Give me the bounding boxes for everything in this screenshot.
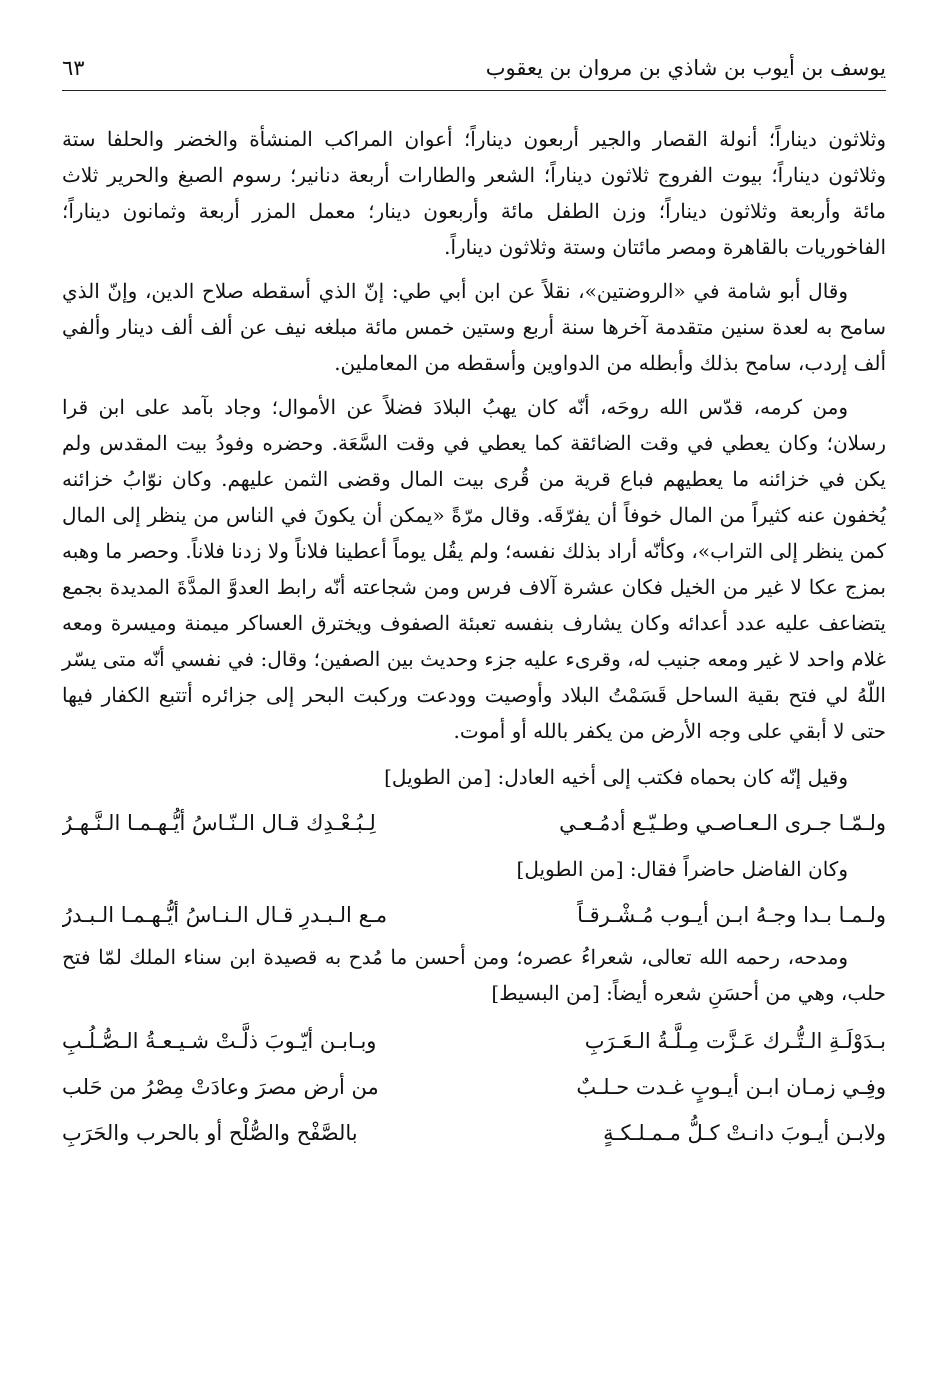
verse-intro-1: وقيل إنّه كان بحماه فكتب إلى أخيه العادل: [من الطويل] bbox=[384, 765, 848, 789]
book-page bbox=[62, 50, 886, 1157]
verse-5-second-hemistich: بالصَّفْح والصُّلْح أو بالحرب والحَرَبِ bbox=[62, 1121, 358, 1145]
paragraph-1: وثلاثون ديناراً؛ أنولة القصار والجير أربعون ديناراً؛ أعوان المراكب المنشأة والخضر والحلفا ستة وثلاثون ديناراً؛ بيوت الفروج ثلاثون ديناراً؛ الشعر والطارات أربعة دنانير؛ رسوم الصبغ والحرير ثلاث مائة وأربعة وثلاثون ديناراً؛ وزن الطفل مائة وأربعون دينار؛ معمل المزر أربعة وثمانون ديناراً؛ الفاخوريات بالقاهرة ومصر مائتان وستة وثلاثون ديناراً. bbox=[62, 127, 886, 259]
paragraph-4: ومدحه، رحمه الله تعالى، شعراءُ عصره؛ ومن أحسن ما مُدح به قصيدة ابن سناء الملك لمّا فتح حلب، وهي من أحسَنِ شعره أيضاً: [من البسيط] bbox=[62, 945, 886, 1005]
verse-2-second-hemistich: مـع الـبـدرِ قـال الـنـاسُ أيُّـهـمـا الـبـدرُ bbox=[62, 903, 388, 927]
verse-4-second-hemistich: من أرض مصرَ وعادَتْ مِصْرُ من حَلب bbox=[62, 1075, 379, 1099]
page-number: ٦٣ bbox=[62, 56, 85, 80]
verse-1-first-hemistich: ولـمّـا جـرى الـعـاصـي وطـيّـع أدمُـعـي bbox=[559, 811, 886, 835]
verse-line-2 bbox=[62, 893, 886, 937]
header-title: يوسف بن أيوب بن شاذي بن مروان بن يعقوب bbox=[485, 56, 886, 80]
paragraph-3: ومن كرمه، قدّس الله روحَه، أنّه كان يهبُ البلادَ فضلاً عن الأموال؛ وجاد بآمد على ابن قرا رسلان؛ وكان يعطي في وقت الضائقة كما يعطي في وقت السَّعَة. وحضره وفودُ بيت المقدس ولم يكن في خزائنه ما يعطيهم فباع قرية من قُرى بيت المال وقضى الثمن عليهم. وكان نوّابُ خزائنه يُخفون عنه كثيراً من المال خوفاً أن يفرّقَه. وقال مرّةً «يمكن أن يكونَ في الناس من ينظر إلى المال كمن ينظر إلى التراب»، وكأنّه أراد بذلك نفسه؛ ولم يقُل يوماً أعطينا فلاناً ولا زدنا فلاناً. وحصر ما وهبه بمزج عكا لا غير من الخيل فكان عشرة آلاف فرس ومن شجاعته أنّه رابط العدوَّ المدَّةَ المديدة بجمع يتضاعف عليه عدد أعدائه وكان يشارف بنفسه تعبئة الصفوف ويخترق العساكر ميمنة وميسرة ومعه غلام واحد لا غير ومعه جنيب له، وقرىء عليه جزء وحديث بين الصفين؛ وقال: في نفسي أنّه متى يسّر اللّهُ لي فتح بقية الساحل قَسَمْتُ البلاد وأوصيت وودعت وركبت البحر إلى جزائره أتتبع الكفار فيها حتى لا أبقي على وجه الأرض من يكفر بالله أو أموت. bbox=[62, 395, 886, 743]
verse-line-4 bbox=[62, 1065, 886, 1109]
verse-2-first-hemistich: ولـمـا بـدا وجـهُ ابـن أيـوب مُـشْـرقـاً bbox=[577, 903, 886, 927]
verse-3-second-hemistich: وبـابـن أيّـوبَ ذلَّـتْ شـيـعـةُ الـصُّـلُـبِ bbox=[62, 1029, 377, 1053]
verse-line-5 bbox=[62, 1111, 886, 1155]
verse-line-3 bbox=[62, 1019, 886, 1063]
verse-line-1 bbox=[62, 801, 886, 845]
verse-5-first-hemistich: ولابـن أيـوبَ دانـتْ كـلُّ مـمـلـكـةٍ bbox=[603, 1121, 886, 1145]
page-body bbox=[62, 121, 886, 1155]
paragraph-2: وقال أبو شامة في «الروضتين»، نقلاً عن ابن أبي طي: إنّ الذي أسقطه صلاح الدين، وإنّ الذي سامح به لعدة سنين متقدمة آخرها سنة أربع وستين خمس مائة مبلغه نيف عن ألف ألف دينار وألفي ألف إردب، سامح بذلك وأبطله من الدواوين وأسقطه من المعاملين. bbox=[62, 279, 886, 375]
running-header bbox=[62, 50, 886, 91]
verse-1-second-hemistich: لِـبُـعْـدِك قـال الـنّـاسُ أيُّـهـمـا الـنَّـهـرُ bbox=[62, 811, 376, 835]
verse-intro-2: وكان الفاضل حاضراً فقال: [من الطويل] bbox=[516, 857, 848, 881]
verse-3-first-hemistich: بـدَوْلَـةِ الـتُّـرك عَـزَّت مِـلَّـةُ الـعَـرَبِ bbox=[584, 1029, 886, 1053]
verse-4-first-hemistich: وفِـي زمـان ابـن أيـوبٍ غـدت حـلـبٌ bbox=[576, 1075, 886, 1099]
